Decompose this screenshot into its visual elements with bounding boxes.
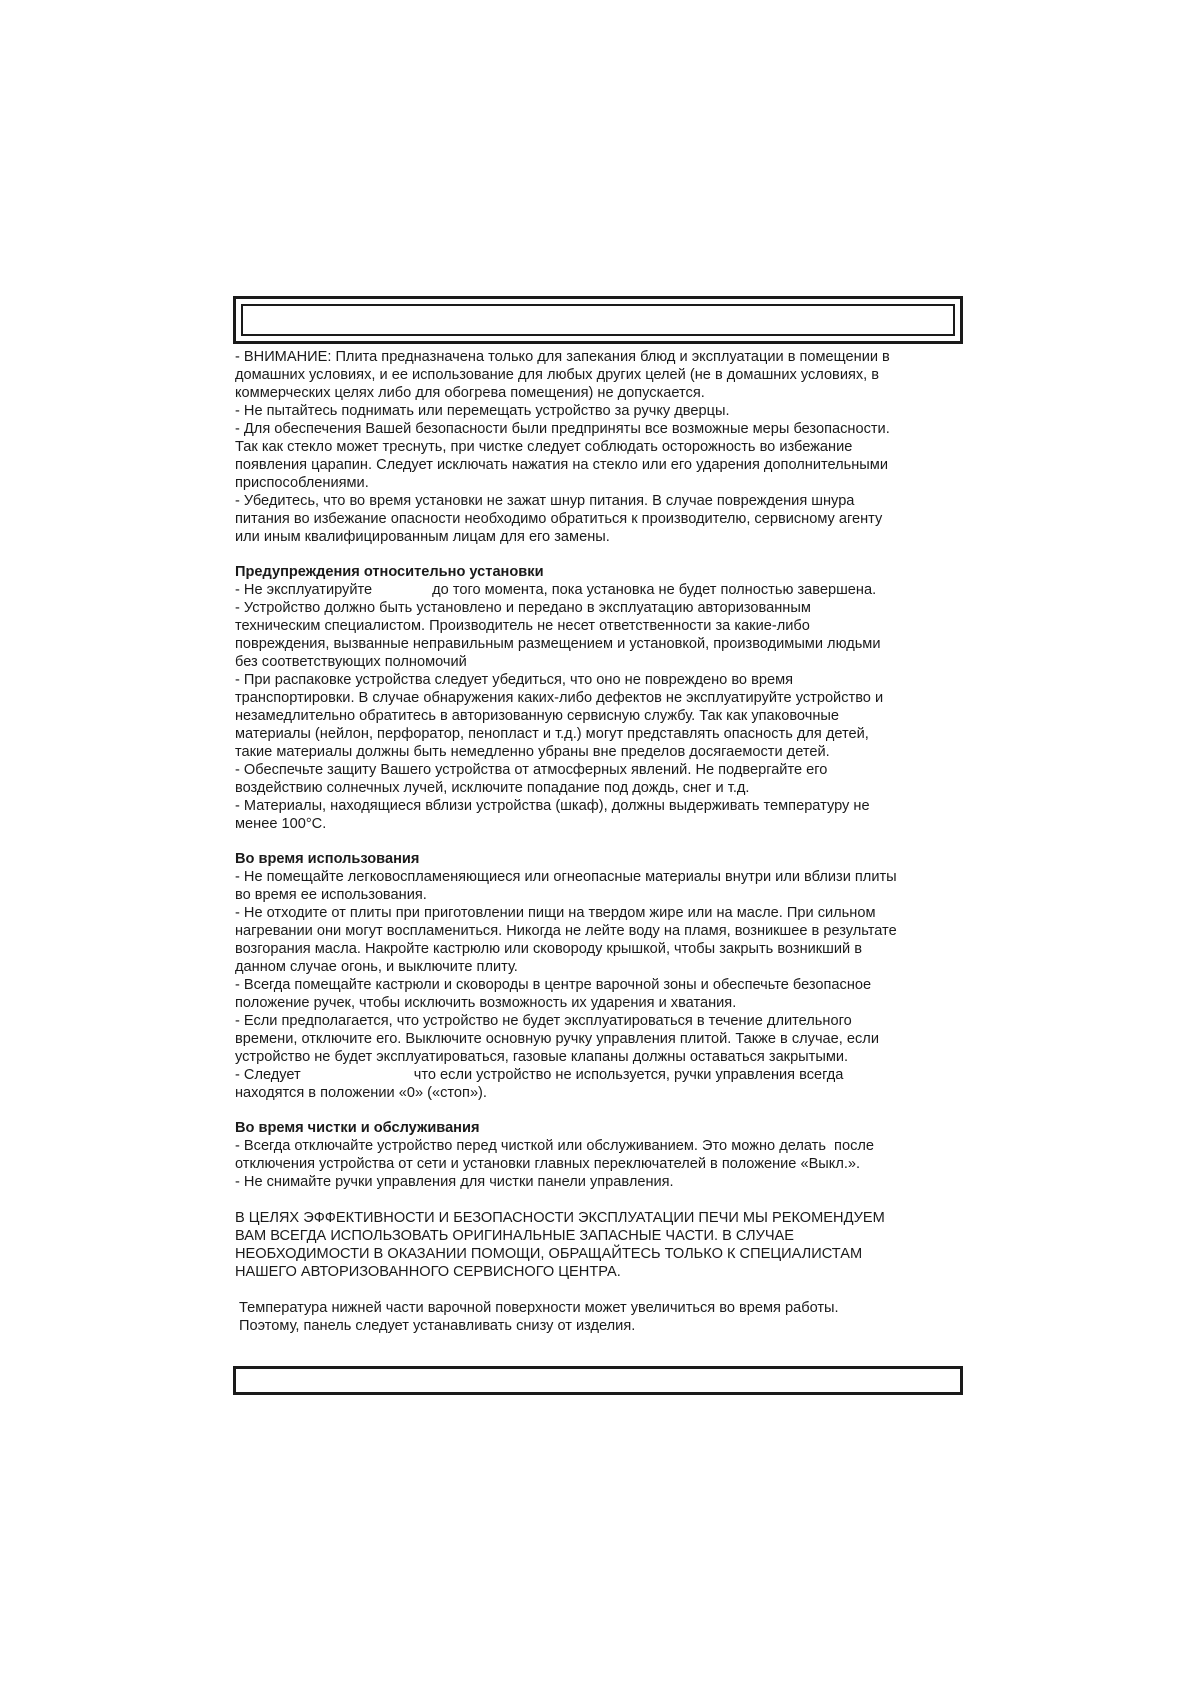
install-line: менее 100°С. — [235, 816, 327, 832]
warning-line: появления царапин. Следует исключать нажатия на стекло или его ударения дополнительными — [235, 457, 888, 473]
usage-line: во время ее использования. — [235, 887, 427, 903]
install-line: - Устройство должно быть установлено и передано в эксплуатацию авторизованным — [235, 600, 811, 616]
install-line: - Обеспечьте защиту Вашего устройства от атмосферных явлений. Не подвергайте его — [235, 762, 828, 778]
usage-line: возгорания масла. Накройте кастрюлю или сковороду крышкой, чтобы закрыть возникший в — [235, 941, 862, 957]
usage-line: нагревании они могут воспламениться. Никогда не лейте воду на пламя, возникшее в результате — [235, 923, 897, 939]
install-line: незамедлительно обратитесь в авторизованную сервисную службу. Так как упаковочные — [235, 708, 839, 724]
warning-line: - ВНИМАНИЕ: Плита предназначена только для запекания блюд и эксплуатации в помещении в — [235, 349, 890, 365]
cleaning-line: - Всегда отключайте устройство перед чисткой или обслуживанием. Это можно делать после — [235, 1138, 875, 1154]
usage-line-end: что если устройство не используется, ручки управления всегда — [413, 1067, 844, 1083]
install-line: - Материалы, находящиеся вблизи устройства (шкаф), должны выдерживать температуру не — [235, 798, 870, 814]
caps-notice-line: НАШЕГО АВТОРИЗОВАННОГО СЕРВИСНОГО ЦЕНТРА. — [235, 1264, 621, 1280]
install-line: - При распаковке устройства следует убедиться, что оно не повреждено во время — [235, 672, 794, 688]
warning-line: Так как стекло может треснуть, при чистке следует соблюдать осторожность во избежание — [235, 439, 853, 455]
install-line: техническим специалистом. Производитель не несет ответственности за какие-либо — [235, 618, 810, 634]
install-line: воздействию солнечных лучей, исключите попадание под дождь, снег и т.д. — [235, 780, 750, 796]
caps-notice-line: НЕОБХОДИМОСТИ В ОКАЗАНИИ ПОМОЩИ, ОБРАЩАЙТЕСЬ ТОЛЬКО К СПЕЦИАЛИСТАМ — [235, 1246, 863, 1262]
usage-line: - Всегда помещайте кастрюли и сковороды в центре варочной зоны и обеспечьте безопасное — [235, 977, 872, 993]
temperature-note-line: Поэтому, панель следует устанавливать снизу от изделия. — [239, 1318, 636, 1334]
warning-line: - Не пытайтесь поднимать или перемещать устройство за ручку дверцы. — [235, 403, 730, 419]
install-line: без соответствующих полномочий — [235, 654, 467, 670]
usage-line: данном случае огонь, и выключите плиту. — [235, 959, 518, 975]
header-box-inner — [241, 304, 955, 336]
usage-line: времени, отключите его. Выключите основную ручку управления плитой. Также в случае, если — [235, 1031, 879, 1047]
warning-line: или иным квалифицированным лицам для его замены. — [235, 529, 610, 545]
warning-line: коммерческих целях либо для обогрева помещения) не допускается. — [235, 385, 705, 401]
footer-box — [233, 1366, 963, 1395]
usage-line: - Не помещайте легковоспламеняющиеся или огнеопасные материалы внутри или вблизи плиты — [235, 869, 897, 885]
usage-line: устройство не будет эксплуатироваться, газовые клапаны должны оставаться закрытыми. — [235, 1049, 849, 1065]
install-line: транспортировки. В случае обнаружения каких-либо дефектов не эксплуатируйте устройство и — [235, 690, 884, 706]
temperature-note-line: Температура нижней части варочной поверхности может увеличиться во время работы. — [239, 1300, 839, 1316]
install-line-start: - Не эксплуатируйте — [235, 582, 373, 598]
header-box — [233, 296, 963, 344]
warning-line: домашних условиях, и ее использование для любых других целей (не в домашних условиях, в — [235, 367, 880, 383]
warning-line: питания во избежание опасности необходимо обратиться к производителю, сервисному агенту — [235, 511, 883, 527]
warning-line: приспособлениями. — [235, 475, 369, 491]
usage-line: - Если предполагается, что устройство не будет эксплуатироваться в течение длительного — [235, 1013, 852, 1029]
usage-heading: Во время использования — [235, 851, 420, 867]
usage-line-start: - Следует — [235, 1067, 301, 1083]
cleaning-line: отключения устройства от сети и установки главных переключателей в положение «Выкл.». — [235, 1156, 861, 1172]
install-line-end: до того момента, пока установка не будет полностью завершена. — [432, 582, 877, 598]
usage-line: положение ручек, чтобы исключить возможность их ударения и хватания. — [235, 995, 737, 1011]
caps-notice-line: ВАМ ВСЕГДА ИСПОЛЬЗОВАТЬ ОРИГИНАЛЬНЫЕ ЗАПАСНЫЕ ЧАСТИ. В СЛУЧАЕ — [235, 1228, 795, 1244]
usage-line: находятся в положении «0» («стоп»). — [235, 1085, 487, 1101]
install-line — [235, 581, 876, 599]
usage-line — [235, 1066, 843, 1084]
warning-line: - Для обеспечения Вашей безопасности были предприняты все возможные меры безопасности. — [235, 421, 890, 437]
install-heading: Предупреждения относительно установки — [235, 564, 544, 580]
cleaning-heading: Во время чистки и обслуживания — [235, 1120, 480, 1136]
usage-line: - Не отходите от плиты при приготовлении пищи на твердом жире или на масле. При сильном — [235, 905, 876, 921]
install-line: повреждения, вызванные неправильным размещением и установкой, производимыми людьми — [235, 636, 881, 652]
warning-line: - Убедитесь, что во время установки не зажат шнур питания. В случае повреждения шнура — [235, 493, 855, 509]
install-line: материалы (нейлон, перфоратор, пенопласт и т.д.) могут представлять опасность для детей, — [235, 726, 869, 742]
install-line: такие материалы должны быть немедленно убраны вне пределов досягаемости детей. — [235, 744, 830, 760]
caps-notice-line: В ЦЕЛЯХ ЭФФЕКТИВНОСТИ И БЕЗОПАСНОСТИ ЭКСПЛУАТАЦИИ ПЕЧИ МЫ РЕКОМЕНДУЕМ — [235, 1210, 885, 1226]
cleaning-line: - Не снимайте ручки управления для чистки панели управления. — [235, 1174, 674, 1190]
